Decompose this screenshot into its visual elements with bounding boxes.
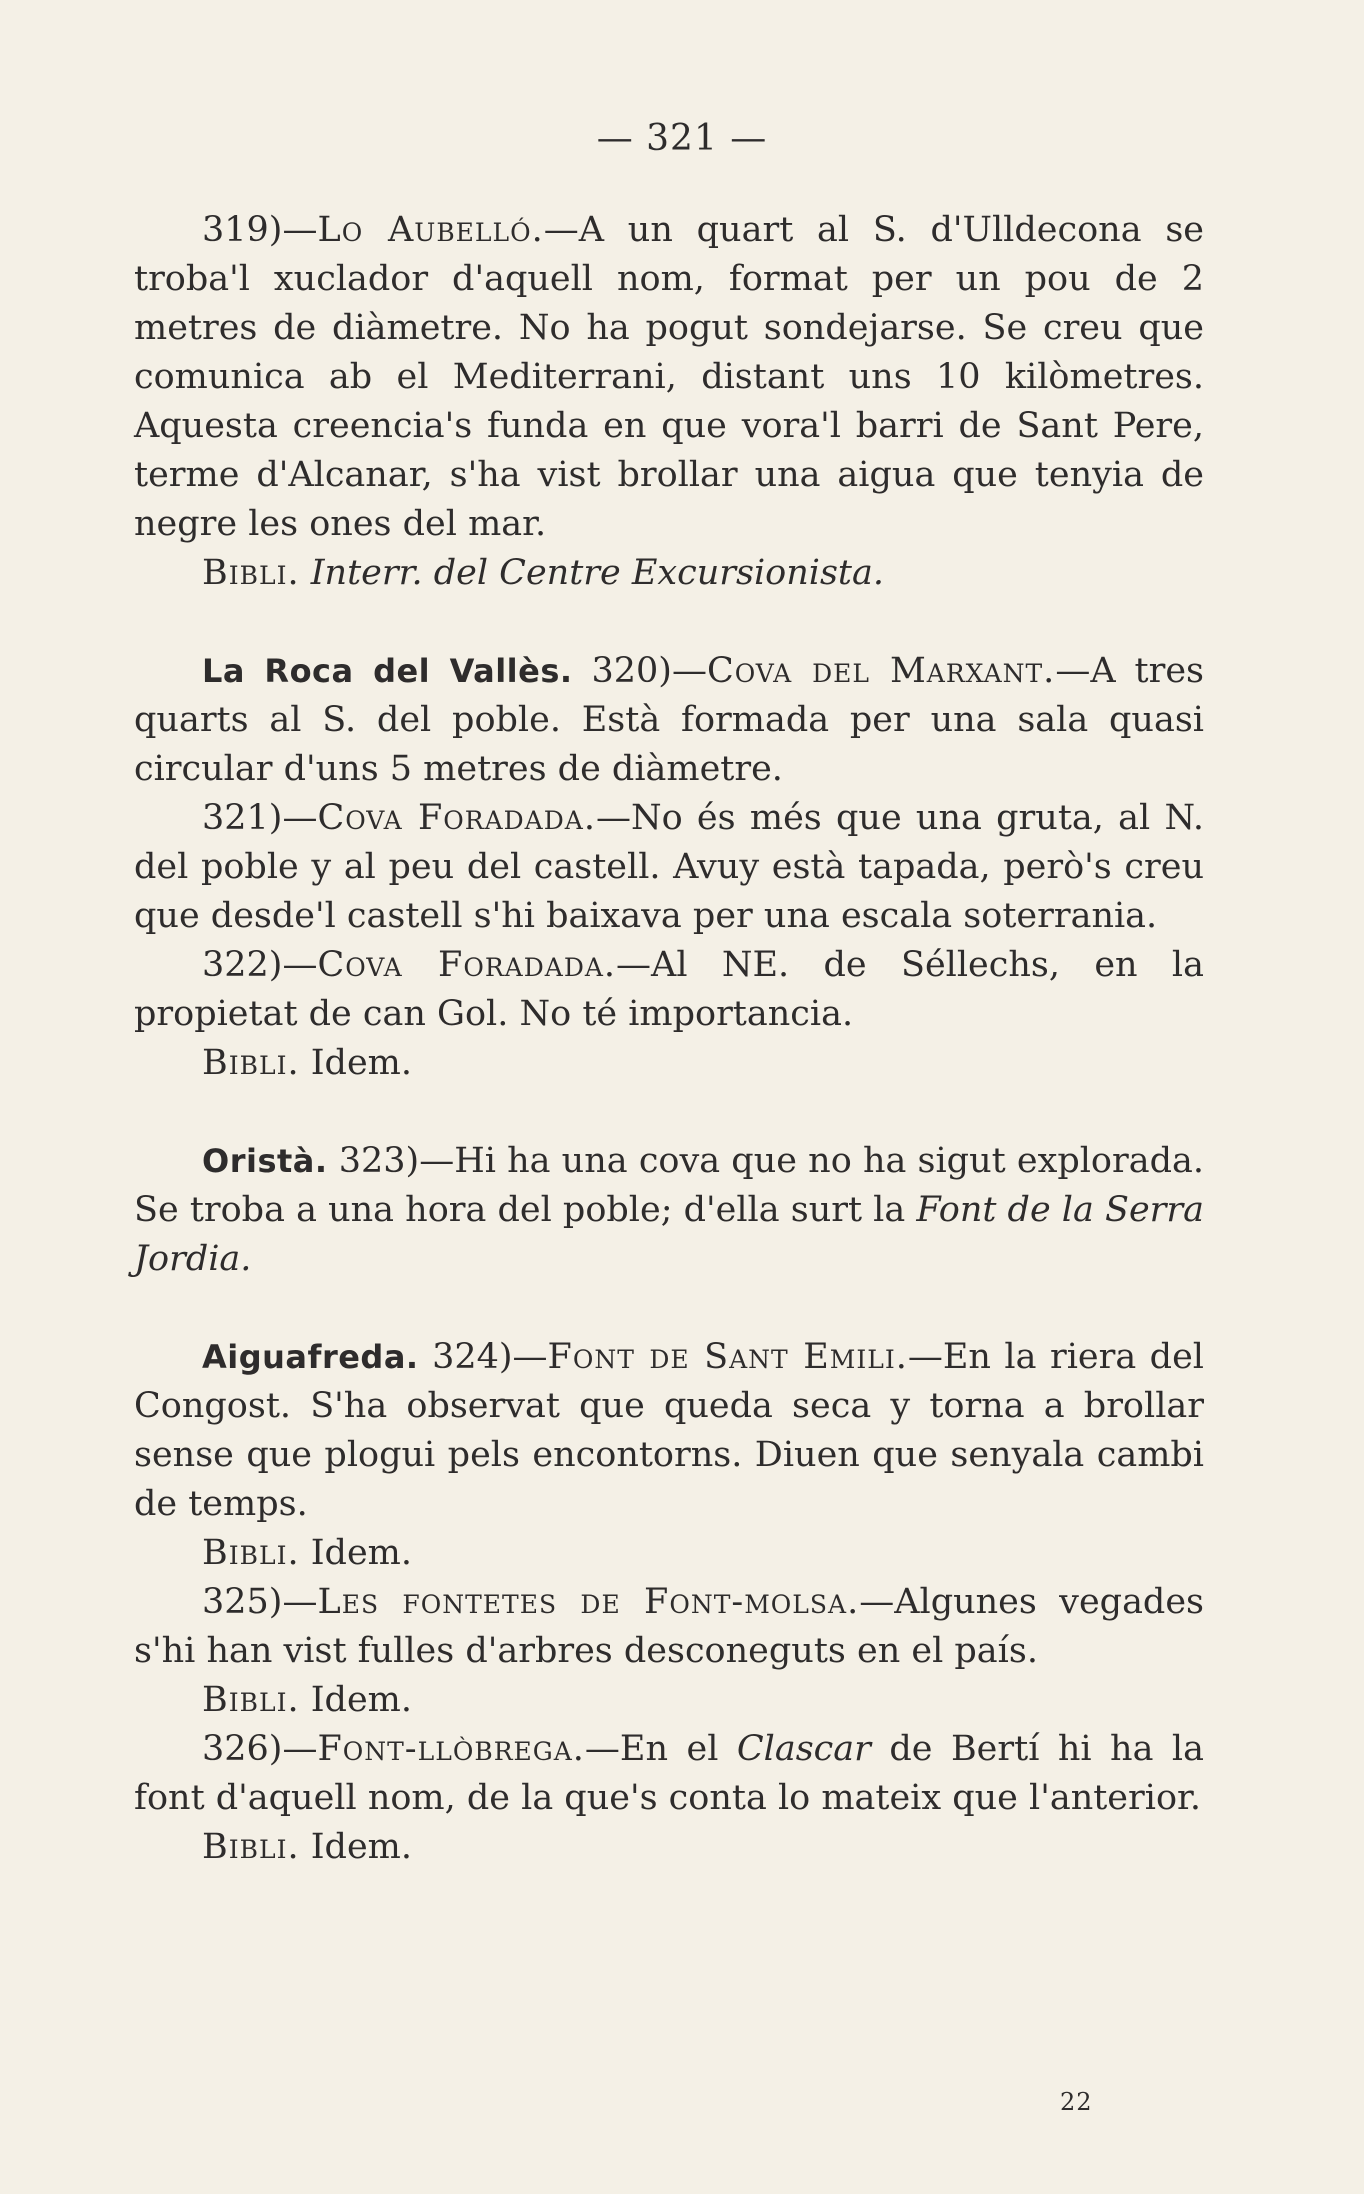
- entry-320: [134, 647, 1204, 794]
- bibliography: [134, 1823, 1204, 1872]
- bibliography: [134, 1039, 1204, 1088]
- entry-title: Les fontetes de Font-molsa.: [317, 1582, 860, 1622]
- bibli-label: Bibli.: [202, 1043, 300, 1083]
- entry-text: de Bertí hi ha la font d'aquell nom, de la que's conta lo mateix que l'anterior.: [134, 1729, 1204, 1818]
- page-body: [134, 206, 1204, 1872]
- section-gap: [134, 598, 1204, 647]
- bibliography: [134, 1676, 1204, 1725]
- entry-italic-name: Clascar: [736, 1729, 871, 1769]
- entry-italic-name: Font de la Serra Jordia.: [134, 1190, 1204, 1279]
- entry-title: Cova Foradada.: [317, 798, 596, 838]
- entry-number: 325)—: [202, 1582, 318, 1622]
- entry-text: Hi ha una cova que no ha sigut explorada. Se troba a una hora del poble; d'ella surt la: [134, 1141, 1204, 1230]
- entry-322: [134, 941, 1204, 1039]
- entry-title: Font de Sant Emili.: [547, 1337, 908, 1377]
- bibli-label: Bibli.: [202, 1827, 300, 1867]
- page-number: — 321 —: [596, 118, 768, 159]
- entry-number: 322)—: [202, 945, 318, 985]
- entry-324: [134, 1333, 1204, 1529]
- entry-text-pre: —En el: [584, 1729, 719, 1769]
- entry-number: 321)—: [202, 798, 318, 838]
- bibli-label: Bibli.: [202, 553, 300, 593]
- entry-text: —Al NE. de Séllechs, en la propietat de can Gol. No té importancia.: [134, 945, 1204, 1034]
- entry-326: [134, 1725, 1204, 1823]
- entry-text: —No és més que una gruta, al N. del poble y al peu del castell. Avuy està tapada, però's creu que desde'l castell s'hi baixava per una escala soterrania.: [134, 798, 1204, 936]
- entry-title: Font-llòbrega.: [317, 1729, 585, 1769]
- place-heading: Aiguafreda.: [202, 1338, 419, 1376]
- entry-title: Cova del Marxant.: [706, 651, 1056, 691]
- bibli-reference: Idem.: [310, 1533, 412, 1573]
- place-heading: Oristà.: [202, 1142, 328, 1180]
- entry-number: 324)—: [432, 1337, 548, 1377]
- bibli-reference: Interr. del Centre Excursionista.: [310, 553, 884, 593]
- entry-title: Cova Foradada.: [317, 945, 617, 985]
- bibliography: [134, 549, 1204, 598]
- entry-325: [134, 1578, 1204, 1676]
- place-heading: La Roca del Vallès.: [202, 652, 573, 690]
- section-gap: [134, 1284, 1204, 1333]
- entry-text: —A un quart al S. d'Ulldecona se troba'l xuclador d'aquell nom, format per un pou de 2 metres de diàmetre. No ha pogut sondejarse. Se creu que comunica ab el Mediterrani, distant uns 10 kilòmetres. Aquesta creencia's funda en que vora'l barri de Sant Pere, terme d'Alcanar, s'ha vist brollar una aigua que tenyia de negre les ones del mar.: [134, 210, 1205, 544]
- bibli-reference: Idem.: [310, 1680, 412, 1720]
- entry-title: Lo Aubelló.: [317, 210, 544, 250]
- bibli-reference: Idem.: [310, 1827, 412, 1867]
- entry-319: [134, 206, 1204, 549]
- signature-mark: 22: [1060, 2088, 1093, 2116]
- section-gap: [134, 1088, 1204, 1137]
- entry-text: —En la riera del Congost. S'ha observat que queda seca y torna a brollar sense que plogui pels encontorns. Diuen que senyala cambi de temps.: [134, 1337, 1204, 1524]
- entry-321: [134, 794, 1204, 941]
- entry-number: 326)—: [202, 1729, 318, 1769]
- entry-number: 323)—: [338, 1141, 455, 1181]
- entry-number: 319)—: [202, 210, 318, 250]
- entry-text: —Algunes vegades s'hi han vist fulles d'arbres desconeguts en el país.: [134, 1582, 1205, 1671]
- bibli-label: Bibli.: [202, 1680, 300, 1720]
- entry-text: —A tres quarts al S. del poble. Està formada per una sala quasi circular d'uns 5 metres de diàmetre.: [134, 651, 1204, 789]
- entry-number: 320)—: [591, 651, 707, 691]
- bibli-reference: Idem.: [310, 1043, 412, 1083]
- entry-323: [134, 1137, 1204, 1284]
- bibli-label: Bibli.: [202, 1533, 300, 1573]
- bibliography: [134, 1529, 1204, 1578]
